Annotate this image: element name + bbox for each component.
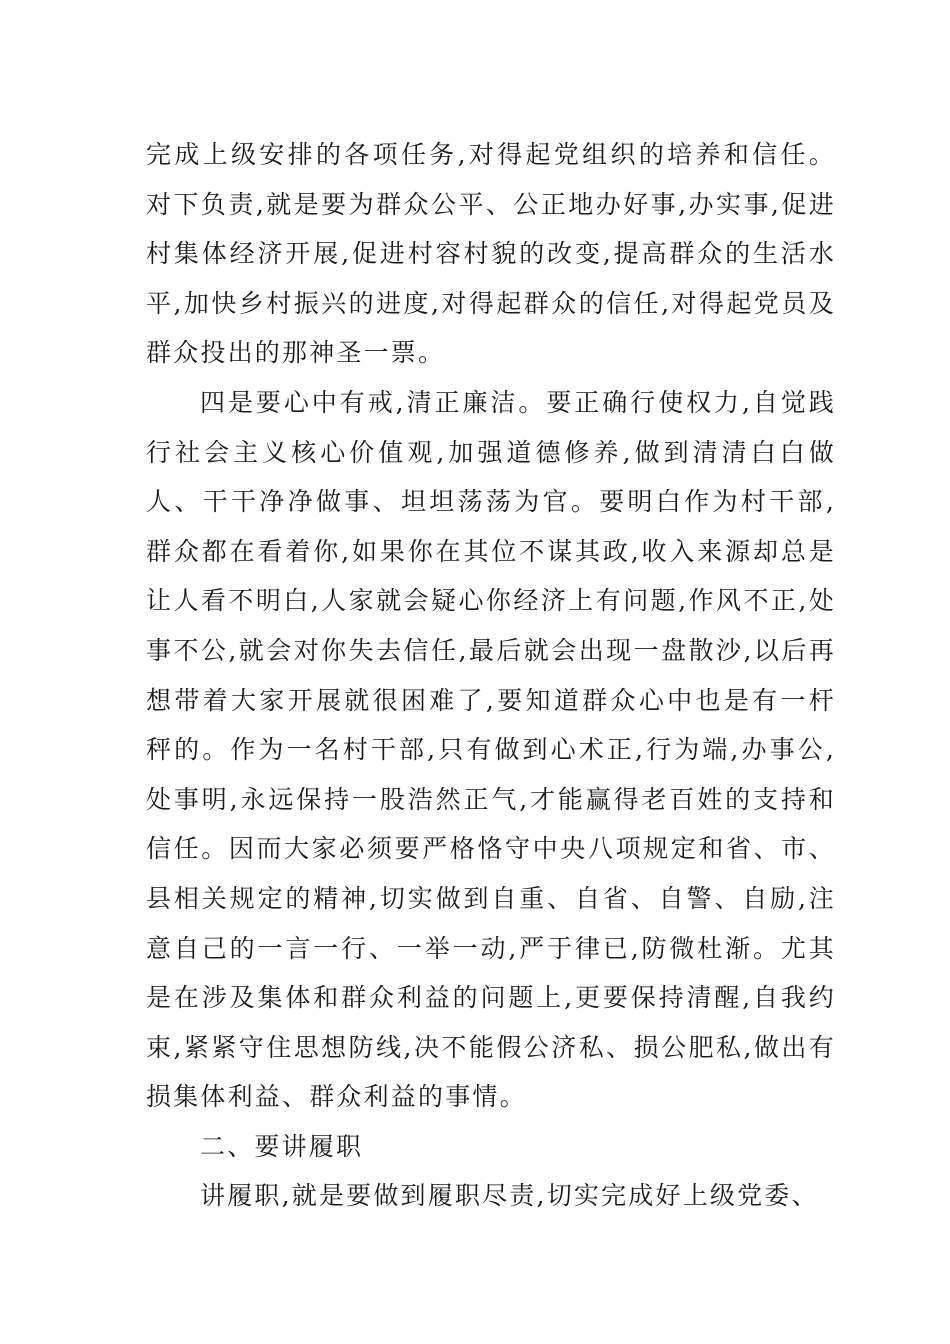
document-body (146, 130, 836, 1221)
paragraph-duty: 讲履职,就是要做到履职尽责,切实完成好上级党委、 (200, 1181, 819, 1211)
paragraph-continuation: 完成上级安排的各项任务,对得起党组织的培养和信任。对下负责,就是要为群众公平、公正地办好事,办实事,促进村集体经济开展,促进村容村貌的改变,提高群众的生活水平,加快乡村振兴的进度,对得起群众的信任,对得起党员及群众投出的那神圣一票。 (146, 140, 836, 368)
paragraph-section-four: 四是要心中有戒,清正廉洁。要正确行使权力,自觉践行社会主义核心价值观,加强道德修养,做到清清白白做人、干干净净做事、坦坦荡荡为官。要明白作为村干部,群众都在看着你,如果你在其位不谋其政,收入来源却总是让人看不明白,人家就会疑心你经济上有问题,作风不正,处事不公,就会对你失去信任,最后就会出现一盘散沙,以后再想带着大家开展就很困难了,要知道群众心中也是有一杆秤的。作为一名村干部,只有做到心术正,行为端,办事公,处事明,永远保持一股浩然正气,才能赢得老百姓的支持和信任。因而大家必须要严格恪守中央八项规定和省、市、县相关规定的精神,切实做到自重、自省、自警、自励,注意自己的一言一行、一举一动,严于律已,防微杜渐。尤其是在涉及集体和群众利益的问题上,更要保持清醒,自我约束,紧紧守住思想防线,决不能假公济私、损公肥私,做出有损集体利益、群众利益的事情。 (146, 387, 836, 1112)
section-heading: 二、要讲履职 (200, 1131, 364, 1161)
